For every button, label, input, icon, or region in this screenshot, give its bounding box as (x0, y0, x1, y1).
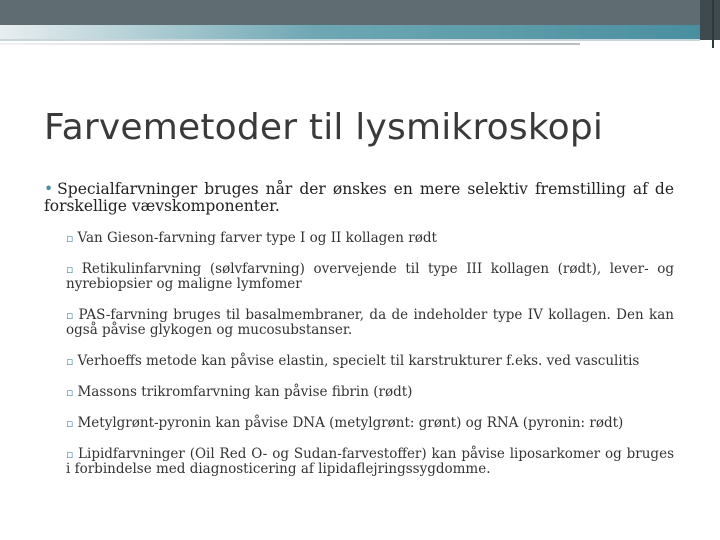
square-bullet-icon: ▫ (66, 232, 74, 245)
slide-body (44, 181, 674, 477)
slide-title: Farvemetoder til lysmikroskopi (44, 107, 604, 148)
method-item (66, 231, 674, 246)
header-corner-block (700, 0, 720, 40)
method-text: Verhoeffs metode kan påvise elastin, specielt til karstrukturer f.eks. ved vasculitis (77, 353, 640, 369)
square-bullet-icon: ▫ (66, 355, 74, 368)
header-corner-line (712, 0, 714, 48)
bullet-icon: • (44, 180, 54, 198)
method-item (66, 308, 674, 338)
method-text: PAS-farvning bruges til basalmembraner, da de indeholder type IV kollagen. Den kan også påvise glykogen og mucosubstanser. (66, 307, 674, 338)
method-item (66, 385, 674, 400)
method-text: Lipidfarvninger (Oil Red O- og Sudan-farvestoffer) kan påvise liposarkomer og bruges i forbindelse med diagnosticering af lipidaflejringssygdomme. (66, 446, 674, 477)
method-text: Metylgrønt-pyronin kan påvise DNA (metylgrønt: grønt) og RNA (pyronin: rødt) (77, 415, 624, 431)
method-text: Massons trikromfarvning kan påvise fibrin (rødt) (77, 384, 413, 400)
square-bullet-icon: ▫ (66, 309, 75, 322)
square-bullet-icon: ▫ (66, 448, 75, 461)
method-item (66, 262, 674, 292)
intro-text: Specialfarvninger bruges når der ønskes en mere selektiv fremstilling af de forskellige vævskomponenter. (44, 180, 674, 215)
header-accent-band (0, 25, 700, 39)
square-bullet-icon: ▫ (66, 386, 74, 399)
square-bullet-icon: ▫ (66, 263, 78, 276)
method-list (44, 231, 674, 477)
method-item (66, 447, 674, 477)
method-text: Van Gieson-farvning farver type I og II kollagen rødt (77, 230, 437, 246)
header-underline (0, 43, 580, 45)
header-band-dark (0, 0, 720, 25)
method-item (66, 416, 674, 431)
header-divider-line (0, 39, 700, 41)
intro-bullet (44, 181, 674, 215)
method-text: Retikulinfarvning (sølvfarvning) overvejende til type III kollagen (rødt), lever- og nyrebiopsier og maligne lymfomer (66, 261, 674, 292)
method-item (66, 354, 674, 369)
square-bullet-icon: ▫ (66, 417, 74, 430)
